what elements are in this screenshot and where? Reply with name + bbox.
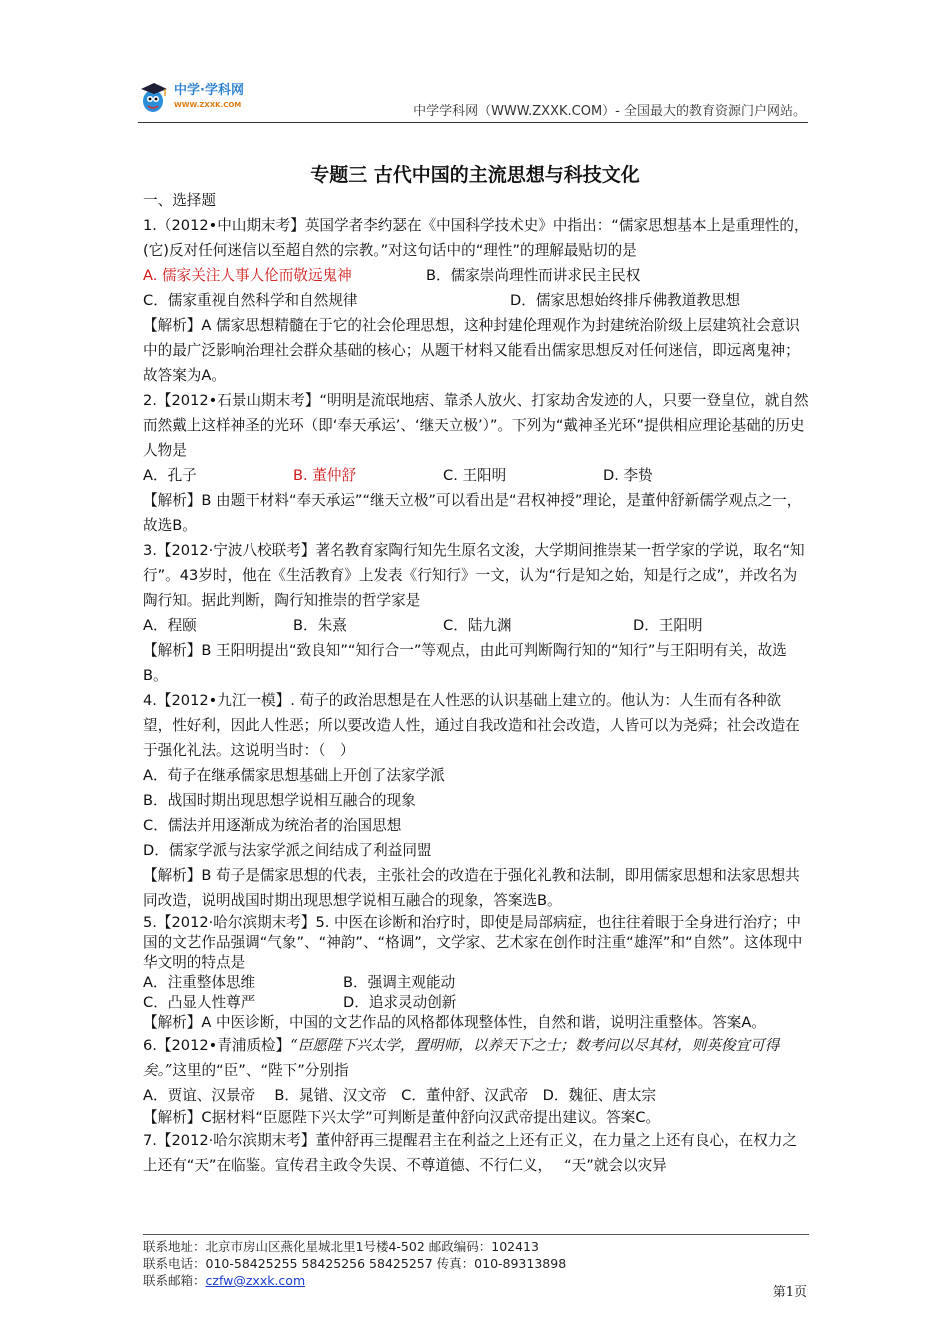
page-footer	[143, 1234, 809, 1289]
page-title: 专题三 古代中国的主流思想与科技文化	[310, 164, 640, 186]
question-6-options: A．贾谊、汉景帝 B．晁错、汉文帝 C．董仲舒、汉武帝 D．魏征、唐太宗	[143, 1087, 657, 1104]
q4-option-b: B．战国时期出现思想学说相互融合的现象	[143, 792, 416, 809]
question-6-stem	[143, 1033, 809, 1083]
question-1-stem: 1.（2012•中山期末考】英国学者李约瑟在《中国科学技术史》中指出：“儒家思想基本上是重理性的，(它)反对任何迷信以至超自然的宗教。”对这句话中的“理性”的理解最贴切的是	[143, 217, 809, 259]
footer-phone: 联系电话：010-58425255 58425256 58425257 传真：010-89313898	[143, 1256, 567, 1271]
section-heading: 一、选择题	[143, 192, 216, 209]
header-site-text: 中学学科网（WWW.ZXXK.COM）- 全国最大的教育资源门户网站。	[413, 104, 806, 119]
question-2-options	[143, 463, 809, 488]
q5-option-d: D．追求灵动创新	[343, 994, 457, 1011]
q3-option-b: B．朱熹	[293, 617, 347, 634]
q3-option-a: A．程颐	[143, 617, 197, 634]
q2-option-a: A．孔子	[143, 467, 197, 484]
q4-option-c: C．儒法并用逐渐成为统治者的治国思想	[143, 817, 402, 834]
svg-text:中学·学科网: 中学·学科网	[174, 83, 244, 98]
page-number: 第1页	[772, 1285, 807, 1300]
question-1-analysis: 【解析】A 儒家思想精髓在于它的社会伦理思想，这种封建伦理观作为封建统治阶级上层建筑社会意识中的最广泛影响治理社会群众基础的核心；从题干材料又能看出儒家思想反对任何迷信，即远离鬼神；故答案为A。	[143, 317, 800, 384]
footer-email-line	[143, 1272, 809, 1289]
question-4-stem: 4.【2012•九江一模】. 荀子的政治思想是在人性恶的认识基础上建立的。他认为：人生而有各种欲望，性好利，因此人性恶；所以要改造人性，通过自我改造和社会改造，人皆可以为尧舜；社会改造在于强化礼法。这说明当时：（ ）	[143, 692, 800, 759]
question-1-options-row1	[143, 263, 809, 288]
question-6-analysis: 【解析】C据材料“臣愿陛下兴太学”可判断是董仲舒向汉武帝提出建议。答案C。	[143, 1109, 661, 1126]
q1-option-b: B．儒家崇尚理性而讲求民主民权	[426, 267, 641, 284]
question-4-analysis: 【解析】B 荀子是儒家思想的代表，主张社会的改造在于强化礼教和法制，即用儒家思想和法家思想共同改造，说明战国时期出现思想学说相互融合的现象，答案选B。	[143, 867, 800, 909]
question-3-options	[143, 613, 809, 638]
question-3-analysis: 【解析】B 王阳明提出“致良知”“知行合一”等观点，由此可判断陶行知的“知行”与王阳明有关，故选B。	[143, 642, 787, 684]
question-2-analysis: 【解析】B 由题干材料“奉天承运”“继天立极”可以看出是“君权神授”理论，是董仲舒新儒学观点之一，故选B。	[143, 492, 802, 534]
question-1-options-row2	[143, 288, 809, 313]
q4-option-d: D．儒家学派与法家学派之间结成了利益同盟	[143, 842, 432, 859]
question-5-options-row1	[143, 973, 809, 993]
q2-option-d: D. 李贽	[603, 467, 653, 484]
q5-option-c: C．凸显人性尊严	[143, 994, 256, 1011]
question-5-options-row2	[143, 993, 809, 1013]
footer-email-label: 联系邮箱：	[143, 1273, 206, 1288]
footer-address: 联系地址：北京市房山区燕化星城北里1号楼4-502 邮政编码：102413	[143, 1239, 539, 1254]
zxxk-logo	[138, 74, 268, 118]
page-header	[138, 74, 808, 123]
q3-option-c: C．陆九渊	[443, 617, 512, 634]
q6-stem-quote: “臣愿陛下兴太学，置明师，以养天下之士；数考问以尽其材，则英俊宜可得矣。”	[143, 1037, 780, 1079]
q1-option-c: C．儒家重视自然科学和自然规律	[143, 292, 358, 309]
q5-option-b: B．强调主观能动	[343, 974, 456, 991]
question-5-stem: 5.【2012·哈尔滨期末考】5. 中医在诊断和治疗时，即使是局部病症，也往往着眼于全身进行治疗；中国的文艺作品强调“气象”、“神韵”、“格调”，文学家、艺术家在创作时注重“雄浑”和“自然”。这体现中华文明的特点是	[143, 914, 803, 971]
document-body	[143, 188, 809, 1178]
q4-option-a: A．荀子在继承儒家思想基础上开创了法家学派	[143, 767, 445, 784]
question-3-stem: 3.【2012·宁波八校联考】著名教育家陶行知先生原名文浚，大学期间推崇某一哲学家的学说，取名“知行”。43岁时，他在《生活教育》上发表《行知行》一文，认为“行是知之始，知是行之成”，并改名为陶行知。据此判断，陶行知推崇的哲学家是	[143, 542, 805, 609]
q1-option-d: D．儒家思想始终排斥佛教道教思想	[510, 292, 741, 309]
q2-option-b: B. 董仲舒	[293, 467, 357, 484]
question-2-stem: 2.【2012•石景山期末考】“明明是流氓地痞、靠杀人放火、打家劫舍发迹的人，只要一登皇位，就自然而然戴上这样神圣的光环（即‘奉天承运’、‘继天立极’）”。下列为“戴神圣光环”提供相应理论基础的历史人物是	[143, 392, 809, 459]
question-7-stem: 7.【2012·哈尔滨期末考】董仲舒再三提醒君主在利益之上还有正义，在力量之上还有良心，在权力之上还有“天”在临鉴。宣传君主政令失误、不尊道德、不行仁义， “天”就会以灾异	[143, 1132, 798, 1174]
q6-stem-suffix: 这里的“臣”、“陛下”分别指	[172, 1062, 349, 1079]
svg-text:WWW.ZXXK.COM: WWW.ZXXK.COM	[174, 101, 242, 109]
q6-stem-prefix: 6.【2012•青浦质检】	[143, 1037, 291, 1054]
footer-email-link[interactable]: czfw@zxxk.com	[205, 1273, 306, 1288]
q3-option-d: D．王阳明	[633, 617, 703, 634]
q5-option-a: A．注重整体思维	[143, 974, 256, 991]
q1-option-a: A. 儒家关注人事人伦而敬远鬼神	[143, 267, 352, 284]
question-5-analysis: 【解析】A 中医诊断，中国的文艺作品的风格都体现整体性，自然和谐，说明注重整体。答案A。	[143, 1014, 766, 1031]
q2-option-c: C. 王阳明	[443, 467, 507, 484]
